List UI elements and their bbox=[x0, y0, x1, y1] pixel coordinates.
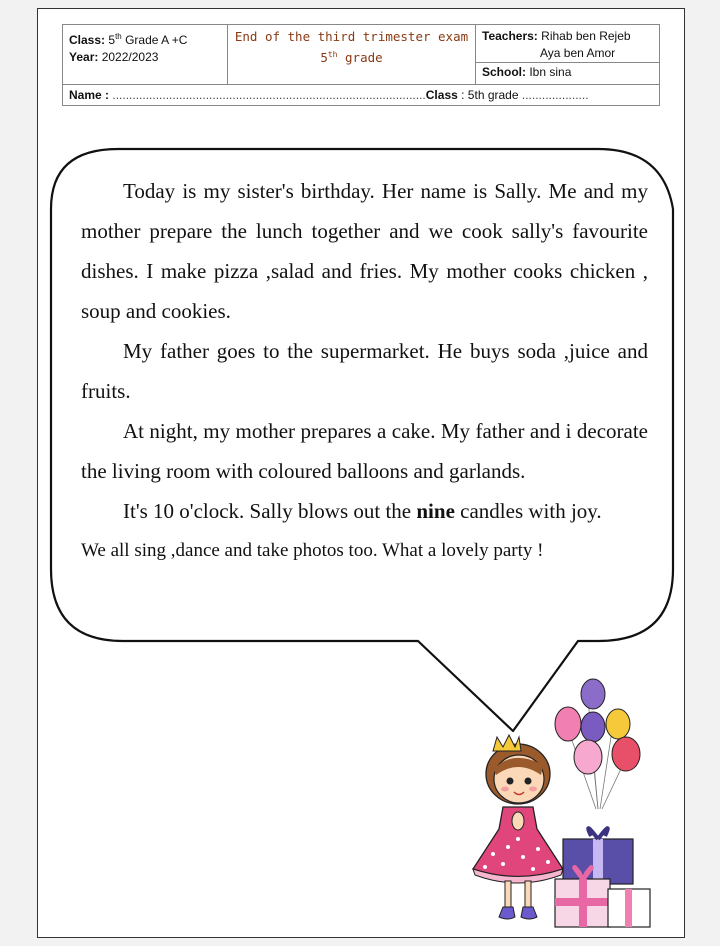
balloon-yellow bbox=[606, 709, 630, 739]
name-row: Name : ..............................................................................................Class : 5th grade .................... bbox=[63, 85, 660, 106]
class-line: Class: 5th Grade A +C bbox=[69, 32, 188, 47]
year-line: Year: 2022/2023 bbox=[69, 50, 159, 64]
exam-title: End of the third trimester exam bbox=[234, 29, 469, 44]
paragraph-5: We all sing ,dance and take photos too. What a lovely party ! bbox=[81, 540, 544, 561]
balloon-purple-2 bbox=[581, 712, 605, 742]
paragraph-4: It's 10 o'clock. Sally blows out the nine candles with joy. bbox=[123, 499, 602, 523]
paragraph-2: My father goes to the supermarket. He buys soda ,juice and fruits. bbox=[81, 339, 648, 403]
balloon-purple bbox=[581, 679, 605, 709]
school-line: School: Ibn sina bbox=[476, 62, 659, 81]
teacher-2: Aya ben Amor bbox=[540, 46, 616, 60]
paragraph-1: Today is my sister's birthday. Her name is Sally. Me and my mother prepare the lunch together and we cook sally's favourite dishes. I make pizza ,salad and fries. My mother cooks chicken , soup and cookies. bbox=[81, 179, 648, 323]
balloon-light-pink bbox=[574, 740, 602, 774]
girl-illustration bbox=[463, 729, 573, 929]
worksheet-page bbox=[37, 8, 685, 938]
bold-word: nine bbox=[416, 499, 455, 523]
name-blank[interactable]: .............................................................................................. bbox=[112, 88, 426, 102]
exam-grade: 5th grade bbox=[320, 50, 383, 66]
paragraph-3: At night, my mother prepares a cake. My father and i decorate the living room with coloured balloons and garlands. bbox=[81, 419, 648, 483]
story-text bbox=[81, 171, 648, 571]
balloon-red bbox=[612, 737, 640, 771]
crown-icon bbox=[493, 735, 521, 751]
teachers-line: Teachers: Rihab ben Rejeb bbox=[482, 29, 631, 43]
class-blank[interactable]: .................... bbox=[521, 88, 589, 102]
